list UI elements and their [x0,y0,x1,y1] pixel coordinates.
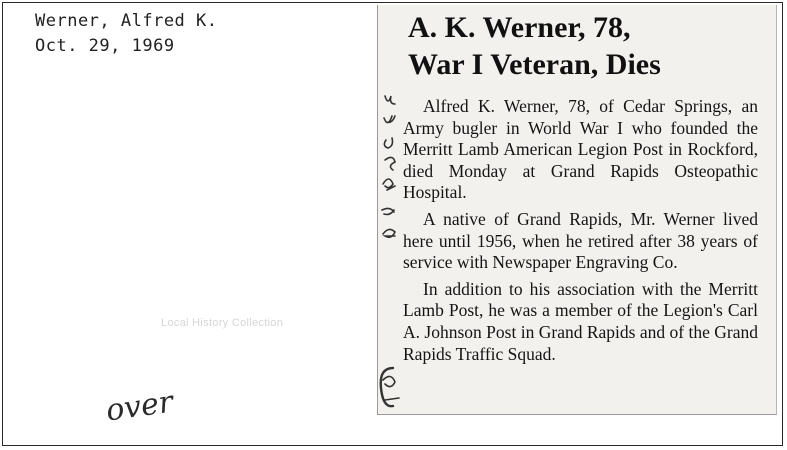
typed-date: Oct. 29, 1969 [35,36,175,56]
clipping-body [403,96,758,370]
paragraph-1: Alfred K. Werner, 78, of Cedar Springs, an Army bugler in World War I who founded the Merritt Lamb American Legion Post in Rockford, died Monday at Grand Rapids Osteopathic Hospital. [403,96,758,203]
handwritten-note: over [103,384,176,429]
newspaper-clipping [377,5,777,415]
paragraph-2: A native of Grand Rapids, Mr. Werner lived here until 1956, when he retired after 38 years of service with Newspaper Engraving Co. [403,208,758,273]
clipping-headline [408,9,768,83]
margin-handwriting-marks [377,88,407,418]
collection-stamp: Local History Collection [161,317,284,329]
typed-name: Werner, Alfred K. [35,11,218,31]
paragraph-3: In addition to his association with the Merritt Lamb Post, he was a member of the Legion's Carl A. Johnson Post in Grand Rapids and of the Grand Rapids Traffic Squad. [403,278,758,364]
headline-line-2: War I Veteran, Dies [408,48,661,81]
headline-line-1: A. K. Werner, 78, [408,11,631,44]
